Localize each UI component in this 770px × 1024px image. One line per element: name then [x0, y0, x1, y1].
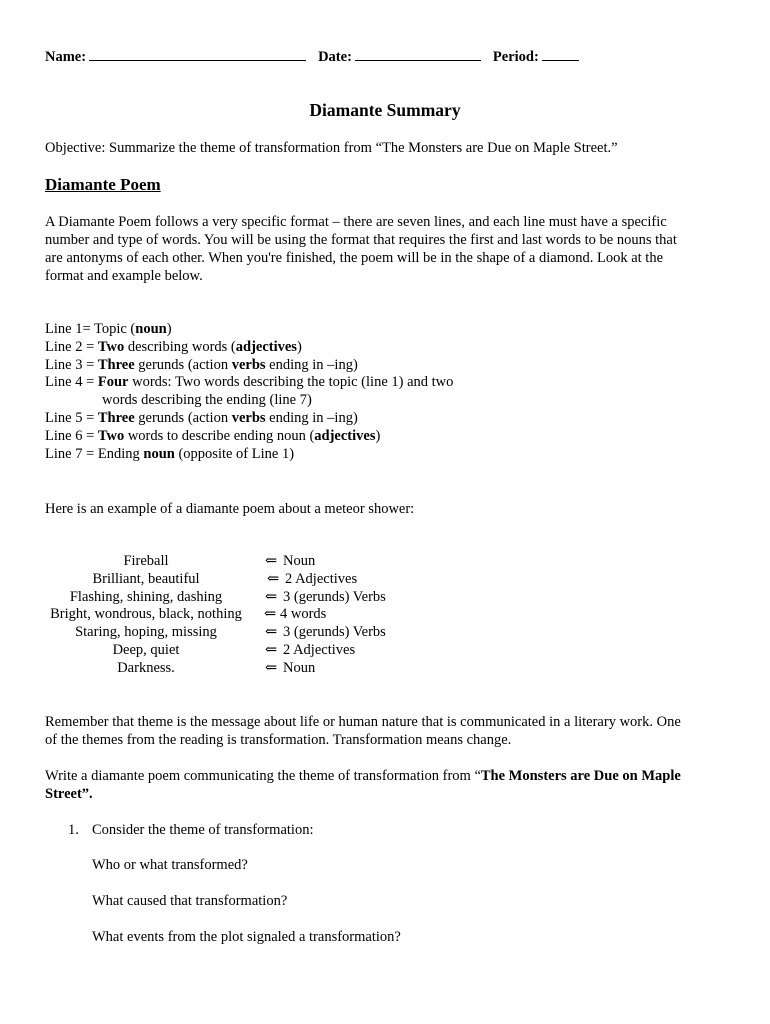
format-text: (opposite of Line 1) — [174, 445, 295, 462]
poem-label-text: 3 (gerunds) Verbs — [283, 588, 386, 605]
format-bold: noun — [135, 321, 167, 337]
format-line-2 — [45, 339, 453, 357]
poem-labels — [264, 553, 386, 678]
format-line-7 — [45, 446, 453, 464]
left-arrow-icon: ⇐ — [267, 570, 280, 587]
write-text: Write a diamante poem communicating the theme of transformation from “ — [45, 768, 481, 784]
format-bold: Two — [97, 427, 125, 444]
poem-label-text: Noun — [283, 553, 316, 569]
format-text: Line 3 = — [45, 356, 98, 373]
format-bold: Four — [97, 374, 129, 391]
step-1 — [68, 821, 313, 839]
write-paragraph — [45, 767, 735, 803]
step-number: 1. — [68, 822, 79, 838]
format-line-1 — [45, 321, 453, 339]
section-heading: Diamante Poem — [45, 175, 161, 194]
question-3: What events from the plot signaled a transformation? — [92, 929, 401, 945]
left-arrow-icon: ⇐ — [265, 659, 278, 676]
format-text: Line 4 = — [45, 374, 98, 391]
intro-line: A Diamante Poem follows a very specific format – there are seven lines, and each line must have a specific — [45, 214, 667, 230]
date-label: Date: — [318, 49, 352, 65]
question-2: What caused that transformation? — [92, 893, 288, 909]
page-title: Diamante Summary — [309, 100, 461, 120]
format-bold: verbs — [231, 409, 266, 426]
left-arrow-icon: ⇐ — [265, 641, 278, 658]
format-line-4 — [45, 374, 453, 392]
theme-paragraph — [45, 713, 735, 749]
format-text: Line 6 = — [45, 427, 98, 444]
poem-label — [264, 553, 386, 571]
format-line-4-continued: words describing the ending (line 7) — [102, 392, 312, 409]
poem-line: Staring, hoping, missing — [75, 624, 217, 641]
format-text: describing words ( — [124, 338, 236, 355]
format-bold: adjectives — [235, 338, 297, 355]
format-text: Line 2 = — [45, 338, 98, 355]
poem-label-text: 2 Adjectives — [283, 641, 356, 658]
left-arrow-icon: ⇐ — [265, 553, 278, 569]
format-text: gerunds (action — [134, 356, 232, 373]
step-text: Consider the theme of transformation: — [92, 822, 314, 838]
poem-line: Fireball — [123, 553, 169, 569]
format-bold: noun — [143, 445, 175, 462]
date-blank[interactable] — [355, 47, 481, 61]
poem-label-text: Noun — [283, 659, 316, 676]
period-label: Period: — [492, 49, 539, 65]
poem-label-text: 3 (gerunds) Verbs — [283, 624, 386, 641]
theme-line: Remember that theme is the message about life or human nature that is communicated in a literary work. One — [45, 714, 681, 730]
intro-paragraph — [45, 213, 735, 285]
objective-text: Objective: Summarize the theme of transformation from “The Monsters are Due on Maple Street.” — [45, 140, 618, 156]
story-title-bold: The Monsters are Due on Maple — [480, 768, 681, 784]
poem-label — [264, 642, 386, 660]
format-text: words: Two words describing the topic (line 1) and two — [128, 374, 454, 391]
write-line — [45, 785, 735, 803]
format-line-3 — [45, 357, 453, 375]
format-text: Line 5 = — [45, 409, 98, 426]
story-title-bold: Street”. — [45, 786, 93, 802]
format-bold: Two — [97, 338, 125, 355]
name-blank[interactable] — [89, 47, 306, 61]
name-label: Name: — [45, 49, 87, 65]
format-line-5 — [45, 410, 453, 428]
example-intro: Here is an example of a diamante poem about a meteor shower: — [45, 501, 415, 517]
intro-line: are antonyms of each other. When you're finished, the poem will be in the shape of a diamond. Look at the — [45, 250, 664, 266]
format-text: Line 7 = Ending — [45, 445, 144, 462]
format-bold: verbs — [231, 356, 266, 373]
format-text: Line 1= Topic ( — [45, 321, 136, 337]
format-text: words to describe ending noun ( — [124, 427, 315, 444]
poem-label-text: 2 Adjectives — [285, 570, 358, 587]
header-fields — [45, 47, 579, 66]
format-bold: Three — [97, 356, 135, 373]
format-list — [45, 321, 453, 463]
poem-label — [264, 624, 386, 642]
question-1: Who or what transformed? — [92, 857, 248, 873]
period-blank[interactable] — [542, 47, 579, 61]
intro-line: format and example below. — [45, 268, 203, 284]
poem-label-text: 4 words — [280, 606, 327, 623]
intro-line: number and type of words. You will be using the format that requires the first and last words to be nouns that — [45, 232, 677, 248]
left-arrow-icon: ⇐ — [265, 588, 278, 605]
example-poem — [30, 553, 262, 678]
poem-line: Darkness. — [117, 659, 175, 676]
poem-line: Deep, quiet — [112, 641, 180, 658]
format-bold: adjectives — [314, 427, 376, 444]
format-text: ) — [375, 427, 381, 444]
left-arrow-icon: ⇐ — [264, 606, 277, 623]
format-text: ending in –ing) — [265, 356, 358, 373]
format-text: ) — [166, 321, 172, 337]
poem-label — [264, 660, 386, 678]
format-line-6 — [45, 428, 453, 446]
format-bold: Three — [97, 409, 135, 426]
poem-line: Brilliant, beautiful — [92, 570, 200, 587]
poem-label — [264, 606, 386, 624]
left-arrow-icon: ⇐ — [265, 624, 278, 641]
poem-line: Bright, wondrous, black, nothing — [50, 606, 242, 623]
theme-line: of the themes from the reading is transformation. Transformation means change. — [45, 732, 512, 748]
write-line — [45, 767, 735, 785]
poem-label — [264, 589, 386, 607]
poem-label — [264, 571, 386, 589]
format-text: ending in –ing) — [265, 409, 358, 426]
format-text: gerunds (action — [134, 409, 232, 426]
format-text: ) — [296, 338, 302, 355]
poem-line: Flashing, shining, dashing — [69, 588, 223, 605]
